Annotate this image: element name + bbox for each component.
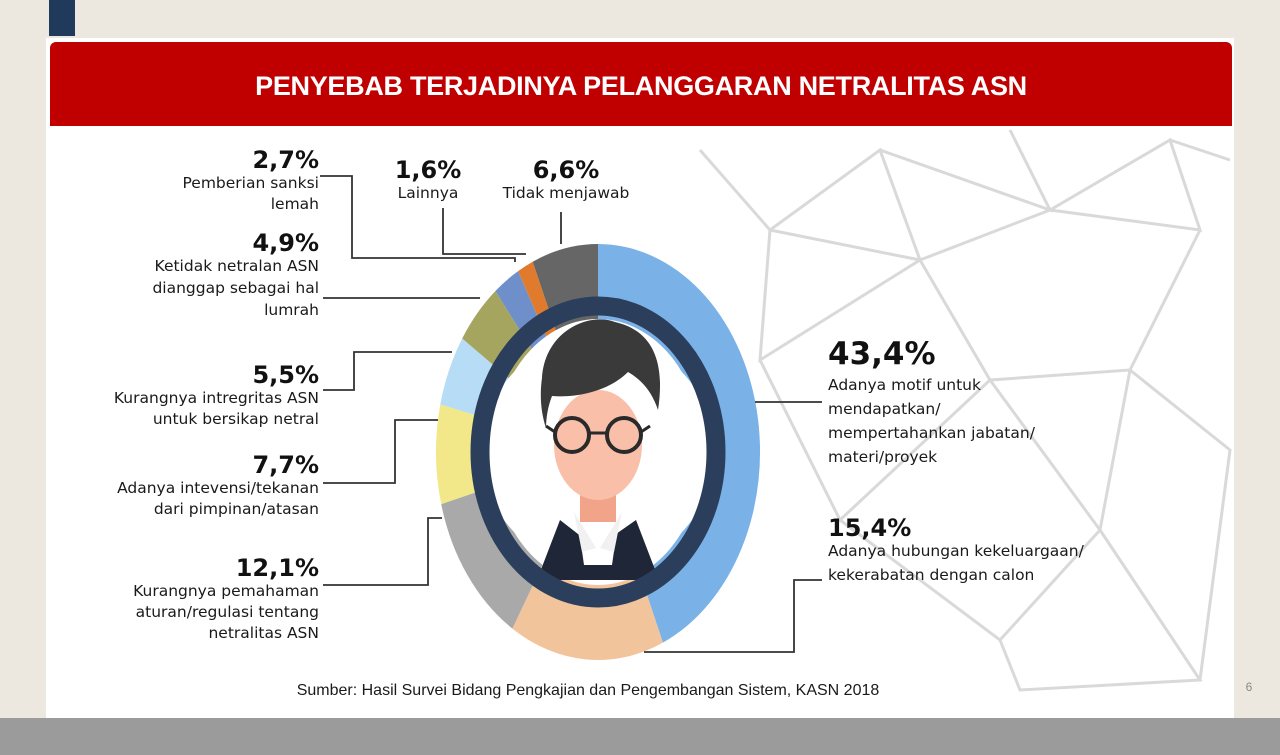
slice-description-label: Pemberian sanksi xyxy=(182,174,319,192)
slice-description-label: lumrah xyxy=(264,301,319,319)
slice-description-label: netralitas ASN xyxy=(208,624,319,642)
slice-description-label: Adanya motif untuk xyxy=(828,376,981,394)
slice-description-label: mempertahankan jabatan/ xyxy=(828,424,1035,442)
slice-description-label: materi/proyek xyxy=(828,448,938,466)
slice-percent-label: 43,4% xyxy=(828,336,936,372)
leader-line-4 xyxy=(323,352,452,390)
slice-percent-label: 6,6% xyxy=(532,156,600,184)
slice-description-label: Tidak menjawab xyxy=(502,184,630,202)
slice-percent-label: 2,7% xyxy=(252,146,319,174)
slice-description-label: Ketidak netralan ASN xyxy=(154,257,319,275)
slice-percent-label: 4,9% xyxy=(252,229,319,257)
leader-line-2 xyxy=(323,518,442,585)
slice-description-label: Kurangnya pemahaman xyxy=(133,582,319,600)
slice-description-label: untuk bersikap netral xyxy=(152,410,319,428)
slice-description-label: lemah xyxy=(270,195,319,213)
slice-percent-label: 15,4% xyxy=(828,514,912,542)
page-title: PENYEBAB TERJADINYA PELANGGARAN NETRALITAS ASN xyxy=(255,71,1027,101)
slice-description-label: dianggap sebagai hal xyxy=(152,279,319,297)
source-note: Sumber: Hasil Survei Bidang Pengkajian dan Pengembangan Sistem, KASN 2018 xyxy=(296,682,880,699)
background-network-pattern xyxy=(700,130,1230,690)
slice-description-label: Adanya hubungan kekeluargaan/ xyxy=(828,542,1084,560)
leader-line-7 xyxy=(443,208,526,254)
slice-description-label: Lainnya xyxy=(397,184,459,202)
leader-line-3 xyxy=(323,420,438,483)
slice-description-label: aturan/regulasi tentang xyxy=(135,603,319,621)
slice-percent-label: 12,1% xyxy=(235,554,319,582)
slice-description-label: Adanya intevensi/tekanan xyxy=(117,479,319,497)
slice-percent-label: 5,5% xyxy=(252,361,319,389)
slice-description-label: kekerabatan dengan calon xyxy=(828,566,1035,584)
page-number: 6 xyxy=(1245,680,1253,694)
slice-description-label: Kurangnya intregritas ASN xyxy=(113,389,319,407)
slice-description-label: mendapatkan/ xyxy=(828,400,941,418)
slice-description-label: dari pimpinan/atasan xyxy=(153,500,319,518)
slice-percent-label: 7,7% xyxy=(252,451,319,479)
slice-percent-label: 1,6% xyxy=(394,156,462,184)
